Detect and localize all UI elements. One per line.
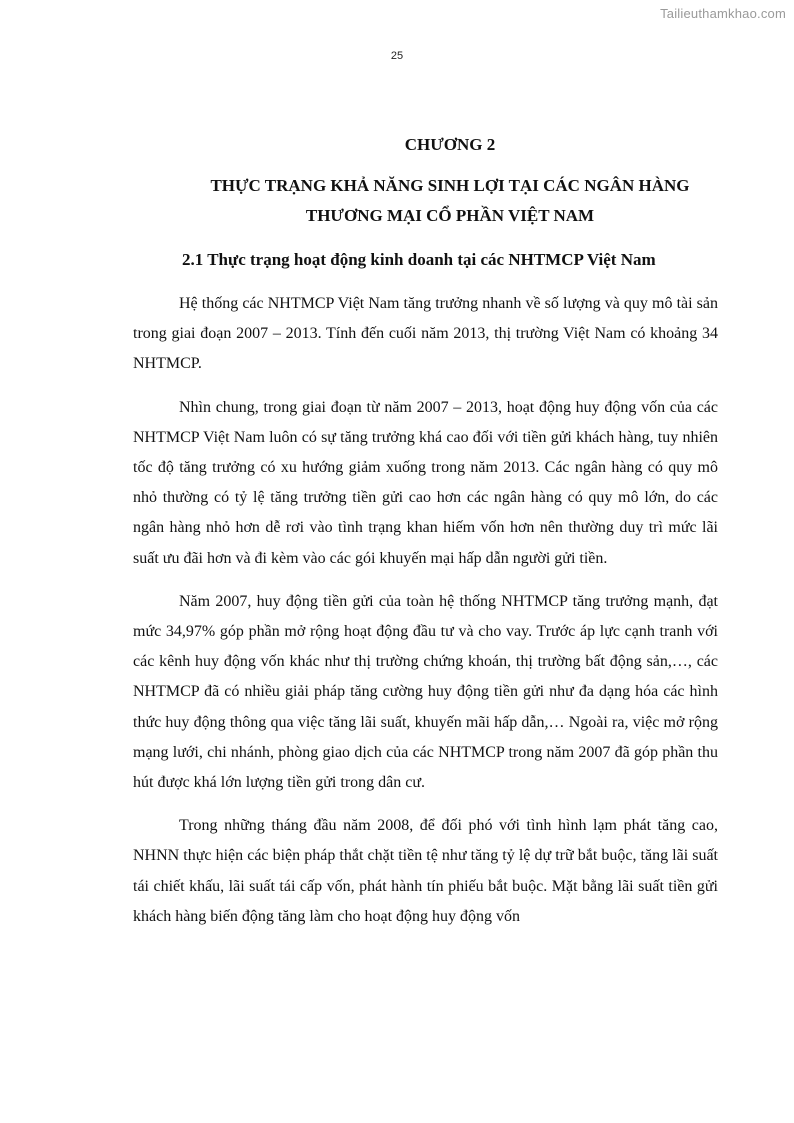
chapter-title-line-1: THỰC TRẠNG KHẢ NĂNG SINH LỢI TẠI CÁC NGÂN HÀNG <box>210 176 690 195</box>
chapter-label: CHƯƠNG 2 <box>404 135 496 154</box>
watermark: Tailieuthamkhao.com <box>660 6 786 21</box>
section-heading: 2.1 Thực trạng hoạt động kinh doanh tại các NHTMCP Việt Nam <box>182 250 656 269</box>
paragraph: Hệ thống các NHTMCP Việt Nam tăng trưởng nhanh về số lượng và quy mô tài sản trong giai đoạn 2007 – 2013. Tính đến cuối năm 2013, thị trường Việt Nam có khoảng 34 NHTMCP. <box>133 295 718 373</box>
chapter-title-line-2: THƯƠNG MẠI CỔ PHẦN VIỆT NAM <box>305 206 595 225</box>
page-number: 25 <box>390 50 404 62</box>
paragraph: Nhìn chung, trong giai đoạn từ năm 2007 – 2013, hoạt động huy động vốn của các NHTMCP Việt Nam luôn có sự tăng trưởng khá cao đối với tiền gửi khách hàng, tuy nhiên tốc độ tăng trưởng có xu hướng giảm xuống trong năm 2013. Các ngân hàng có quy mô nhỏ thường có tỷ lệ tăng trưởng tiền gửi cao hơn các ngân hàng có quy mô lớn, do các ngân hàng nhỏ hơn dễ rơi vào tình trạng khan hiếm vốn hơn nên thường duy trì mức lãi suất ưu đãi hơn và đi kèm vào các gói khuyến mại hấp dẫn người gửi tiền. <box>133 398 718 567</box>
body-text <box>133 289 718 945</box>
paragraph: Năm 2007, huy động tiền gửi của toàn hệ thống NHTMCP tăng trưởng mạnh, đạt mức 34,97% góp phần mở rộng hoạt động đầu tư và cho vay. Trước áp lực cạnh tranh với các kênh huy động vốn khác như thị trường chứng khoán, thị trường bất động sản,…, các NHTMCP đã có nhiều giải pháp tăng cường huy động tiền gửi như đa dạng hóa các hình thức huy động thông qua việc tăng lãi suất, khuyến mãi hấp dẫn,… Ngoài ra, việc mở rộng mạng lưới, chi nhánh, phòng giao dịch của các NHTMCP trong năm 2007 đã góp phần thu hút được khá lớn lượng tiền gửi trong dân cư. <box>133 592 718 792</box>
paragraph: Trong những tháng đầu năm 2008, để đối phó với tình hình lạm phát tăng cao, NHNN thực hiện các biện pháp thắt chặt tiền tệ như tăng tỷ lệ dự trữ bắt buộc, tăng lãi suất tái chiết khấu, lãi suất tái cấp vốn, phát hành tín phiếu bắt buộc. Mặt bằng lãi suất tiền gửi khách hàng biến động tăng làm cho hoạt động huy động vốn <box>133 817 718 925</box>
